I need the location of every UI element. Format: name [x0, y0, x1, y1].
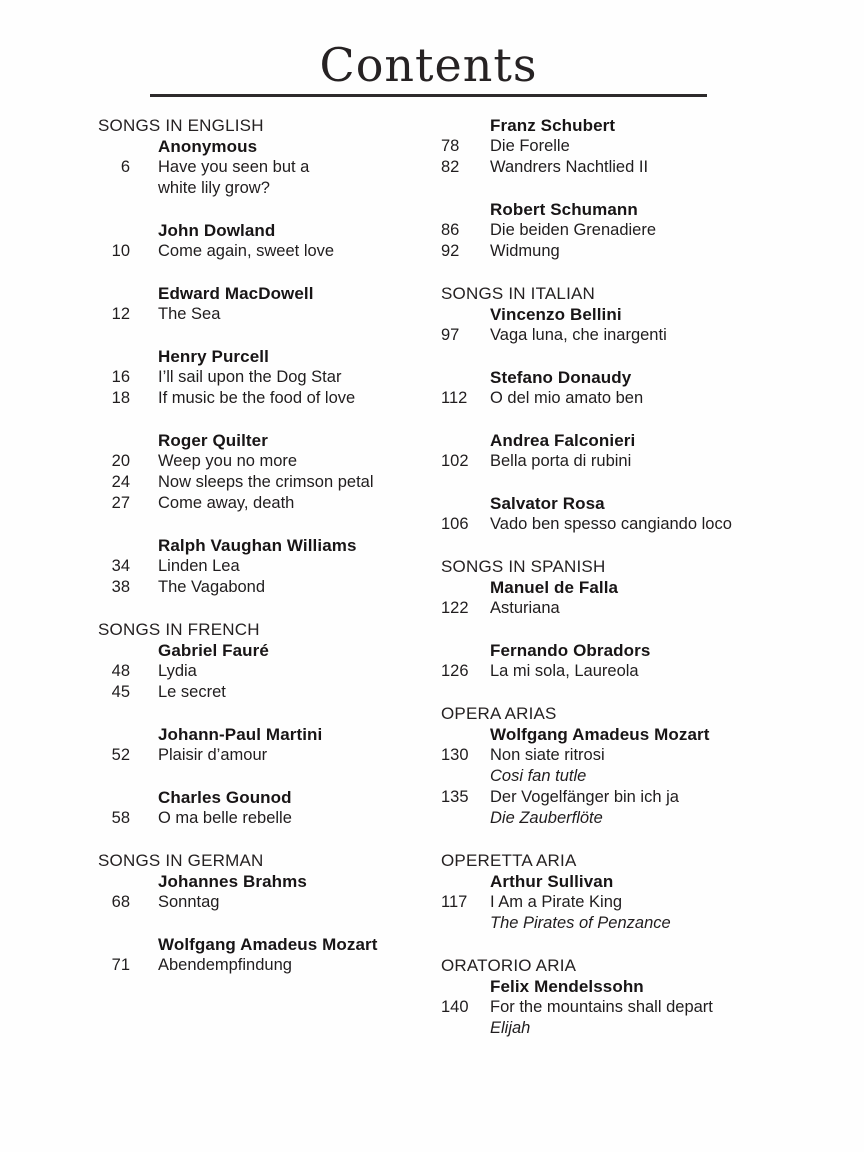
composer-name: Franz Schubert	[490, 116, 616, 135]
page-number: 12	[111, 305, 130, 323]
composer-name: Johann-Paul Martini	[158, 725, 323, 744]
section-heading: ORATORIO ARIA	[441, 956, 577, 975]
composer-group	[98, 724, 438, 766]
composer-row	[98, 283, 438, 304]
composer-group	[441, 430, 786, 472]
composer-row	[441, 199, 786, 220]
song-row	[98, 241, 438, 262]
composer-group	[441, 115, 786, 178]
song-row	[441, 787, 786, 808]
composer-row	[98, 220, 438, 241]
composer-name: Ralph Vaughan Williams	[158, 536, 357, 555]
composer-name: Arthur Sullivan	[490, 872, 614, 891]
composer-row	[441, 115, 786, 136]
song-title: Come again, sweet love	[158, 242, 335, 260]
page-number: 130	[441, 746, 469, 764]
composer-group	[441, 199, 786, 262]
section-heading: SONGS IN ITALIAN	[441, 284, 596, 303]
page-number: 78	[441, 137, 460, 155]
song-row-continuation	[98, 178, 438, 199]
song-row	[441, 388, 786, 409]
section-heading: SONGS IN SPANISH	[441, 557, 606, 576]
page-number: 112	[441, 389, 468, 407]
page-number: 106	[441, 515, 469, 533]
section-heading: SONGS IN ENGLISH	[98, 116, 264, 135]
composer-name: Robert Schumann	[490, 200, 638, 219]
page-number: 68	[111, 893, 130, 911]
page-number: 71	[111, 956, 130, 974]
composer-group	[441, 976, 786, 1039]
song-source-row	[441, 766, 786, 787]
composer-name: Gabriel Fauré	[158, 641, 269, 660]
song-source-work: Elijah	[490, 1019, 531, 1037]
page-number: 58	[111, 809, 130, 827]
section-heading: OPERETTA ARIA	[441, 851, 577, 870]
page-number: 48	[111, 662, 130, 680]
page-number: 122	[441, 599, 469, 617]
song-row	[98, 451, 438, 472]
composer-row	[98, 871, 438, 892]
song-title: Sonntag	[158, 893, 220, 911]
song-source-row	[441, 913, 786, 934]
composer-name: Stefano Donaudy	[490, 368, 632, 387]
composer-row	[441, 976, 786, 997]
toc-section	[98, 850, 438, 976]
song-row	[441, 451, 786, 472]
song-row	[441, 892, 786, 913]
composer-row	[441, 430, 786, 451]
song-row	[98, 745, 438, 766]
composer-group	[441, 640, 786, 682]
song-row	[98, 682, 438, 703]
song-title: Have you seen but a	[158, 158, 310, 176]
composer-name: Charles Gounod	[158, 788, 292, 807]
page-number: 10	[111, 242, 130, 260]
toc-section	[441, 556, 786, 682]
song-title: Asturiana	[490, 599, 560, 617]
song-title: Wandrers Nachtlied II	[490, 158, 649, 176]
toc-section	[441, 850, 786, 934]
composer-name: Wolfgang Amadeus Mozart	[490, 725, 710, 744]
page-number: 16	[111, 368, 130, 386]
composer-name: Johannes Brahms	[158, 872, 307, 891]
song-title: Der Vogelfänger bin ich ja	[490, 788, 679, 806]
song-row	[441, 598, 786, 619]
song-row	[98, 808, 438, 829]
song-title: Vado ben spesso cangiando loco	[490, 515, 732, 533]
page-number: 34	[111, 557, 130, 575]
page-number: 27	[111, 494, 130, 512]
song-title: O del mio amato ben	[490, 389, 644, 407]
composer-row	[98, 724, 438, 745]
toc-section	[441, 703, 786, 829]
composer-group	[98, 787, 438, 829]
page-number: 45	[111, 683, 130, 701]
song-row	[441, 241, 786, 262]
toc-section	[441, 283, 786, 535]
composer-name: John Dowland	[158, 221, 276, 240]
composer-group	[441, 367, 786, 409]
composer-group	[98, 640, 438, 703]
composer-group	[441, 304, 786, 346]
page-number: 92	[441, 242, 460, 260]
song-title: Widmung	[490, 242, 560, 260]
song-row	[98, 892, 438, 913]
song-title: Abendempfindung	[158, 956, 292, 974]
song-row	[441, 136, 786, 157]
composer-row	[98, 346, 438, 367]
composer-row	[441, 871, 786, 892]
song-row	[98, 367, 438, 388]
toc-section	[98, 619, 438, 829]
page-number: 117	[441, 893, 468, 911]
composer-group	[98, 535, 438, 598]
song-title: La mi sola, Laureola	[490, 662, 639, 680]
page-number: 6	[120, 158, 130, 176]
composer-row	[98, 640, 438, 661]
song-title: The Sea	[158, 305, 221, 323]
toc-section	[441, 115, 786, 262]
composer-name: Andrea Falconieri	[490, 431, 636, 450]
song-title: Vaga luna, che inargenti	[490, 326, 667, 344]
composer-group	[98, 871, 438, 913]
song-source-work: The Pirates of Penzance	[490, 914, 671, 932]
composer-group	[441, 577, 786, 619]
song-title: For the mountains shall depart	[490, 998, 713, 1016]
song-title: Come away, death	[158, 494, 295, 512]
song-row	[441, 997, 786, 1018]
composer-group	[441, 871, 786, 934]
song-row	[98, 304, 438, 325]
composer-row	[441, 577, 786, 598]
page-number: 135	[441, 788, 469, 806]
song-title: Plaisir d’amour	[158, 746, 268, 764]
composer-row	[98, 787, 438, 808]
song-row	[98, 472, 438, 493]
song-title: white lily grow?	[158, 179, 270, 197]
composer-name: Fernando Obradors	[490, 641, 651, 660]
section-heading: SONGS IN GERMAN	[98, 851, 264, 870]
song-title: Linden Lea	[158, 557, 240, 575]
composer-row	[441, 493, 786, 514]
song-row	[441, 661, 786, 682]
composer-name: Henry Purcell	[158, 347, 269, 366]
composer-group	[98, 346, 438, 409]
toc-section	[441, 955, 786, 1039]
page-number: 18	[111, 389, 130, 407]
song-title: If music be the food of love	[158, 389, 356, 407]
section-heading: SONGS IN FRENCH	[98, 620, 260, 639]
page-number: 20	[111, 452, 130, 470]
page-number: 97	[441, 326, 460, 344]
page-number: 24	[111, 473, 130, 491]
song-row	[98, 388, 438, 409]
composer-name: Felix Mendelssohn	[490, 977, 644, 996]
composer-row	[98, 535, 438, 556]
composer-row	[441, 304, 786, 325]
composer-row	[441, 640, 786, 661]
composer-name: Edward MacDowell	[158, 284, 314, 303]
song-title: Die Forelle	[490, 137, 570, 155]
composer-group	[441, 724, 786, 829]
song-source-work: Cosi fan tutle	[490, 767, 587, 785]
song-source-work: Die Zauberflöte	[490, 809, 603, 827]
left-column	[98, 115, 438, 976]
song-source-row	[441, 1018, 786, 1039]
composer-name: Wolfgang Amadeus Mozart	[158, 935, 378, 954]
composer-group	[98, 430, 438, 514]
composer-group	[441, 493, 786, 535]
page-number: 126	[441, 662, 469, 680]
song-row	[441, 157, 786, 178]
composer-name: Roger Quilter	[158, 431, 268, 450]
song-row	[98, 493, 438, 514]
page-number: 82	[441, 158, 460, 176]
composer-row	[441, 367, 786, 388]
title-rule	[150, 94, 707, 97]
song-title: I’ll sail upon the Dog Star	[158, 368, 342, 386]
song-title: Le secret	[158, 683, 226, 701]
song-source-row	[441, 808, 786, 829]
page-number: 38	[111, 578, 130, 596]
song-title: Now sleeps the crimson petal	[158, 473, 374, 491]
song-row	[98, 577, 438, 598]
composer-name: Manuel de Falla	[490, 578, 619, 597]
composer-row	[98, 136, 438, 157]
page-number: 52	[111, 746, 130, 764]
composer-row	[98, 430, 438, 451]
song-row	[441, 514, 786, 535]
composer-group	[98, 283, 438, 325]
page-title: Contents	[319, 38, 538, 92]
page-number: 86	[441, 221, 460, 239]
composer-group	[98, 934, 438, 976]
song-title: The Vagabond	[158, 578, 266, 596]
composer-name: Vincenzo Bellini	[490, 305, 622, 324]
composer-row	[441, 724, 786, 745]
song-row	[98, 157, 438, 178]
composer-row	[98, 934, 438, 955]
composer-name: Salvator Rosa	[490, 494, 605, 513]
song-row	[441, 745, 786, 766]
song-title: Die beiden Grenadiere	[490, 221, 657, 239]
song-title: I Am a Pirate King	[490, 893, 623, 911]
composer-group	[98, 220, 438, 262]
song-title: Weep you no more	[158, 452, 298, 470]
song-row	[98, 955, 438, 976]
song-row	[98, 556, 438, 577]
composer-name: Anonymous	[158, 137, 258, 156]
song-title: Lydia	[158, 662, 197, 680]
song-title: Non siate ritrosi	[490, 746, 605, 764]
page-number: 102	[441, 452, 469, 470]
song-title: Bella porta di rubini	[490, 452, 632, 470]
toc-section	[98, 115, 438, 598]
right-column	[441, 115, 786, 1039]
page-number: 140	[441, 998, 469, 1016]
song-row	[441, 325, 786, 346]
song-title: O ma belle rebelle	[158, 809, 292, 827]
composer-group	[98, 136, 438, 199]
song-row	[441, 220, 786, 241]
song-row	[98, 661, 438, 682]
section-heading: OPERA ARIAS	[441, 704, 557, 723]
